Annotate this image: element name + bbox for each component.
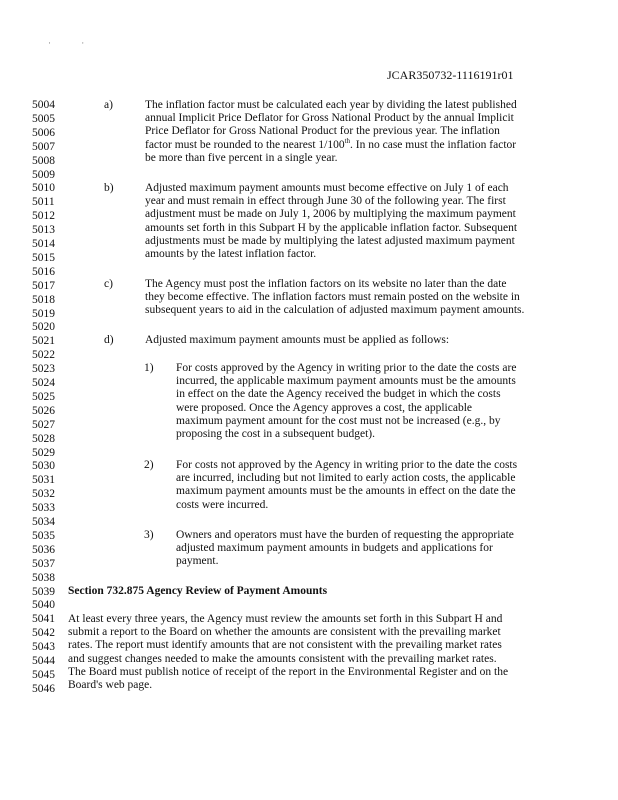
corner-marks: · · xyxy=(48,38,99,48)
text-line: amounts by the latest inflation factor. xyxy=(145,248,317,261)
item-d2-text xyxy=(176,459,517,512)
text-line: Board's web page. xyxy=(68,679,153,692)
text-line: Price Deflator for Gross National Product for the previous year. The inflation xyxy=(145,125,500,138)
line-number: 5011 xyxy=(32,196,55,209)
text-line: maximum payment amount for the cost must not be increased (e.g., by xyxy=(176,414,501,427)
text-line: are incurred, including but not limited to early action costs, the applicable xyxy=(176,472,516,485)
line-number: 5043 xyxy=(32,641,55,654)
line-number: 5035 xyxy=(32,529,55,542)
line-number: 5008 xyxy=(32,154,55,167)
line-number: 5014 xyxy=(32,238,55,250)
line-number: 5045 xyxy=(32,668,55,681)
line-number: 5013 xyxy=(32,224,55,237)
text-line: The Agency must post the inflation factors on its website no later than the date xyxy=(145,278,507,290)
text-line: Owners and operators must have the burden of requesting the appropriate xyxy=(176,529,514,541)
item-b-label: b) xyxy=(104,182,114,194)
text-line: proposing the cost in a subsequent budget). xyxy=(176,428,375,441)
text-line: The inflation factor must be calculated each year by dividing the latest published xyxy=(145,99,517,111)
item-a-text xyxy=(145,99,517,165)
line-number: 5042 xyxy=(32,627,55,640)
line-number: 5033 xyxy=(32,502,55,515)
text-line: year and must remain in effect through June 30 of the following year. The first xyxy=(145,195,506,208)
text-line: For costs not approved by the Agency in writing prior to the date the costs xyxy=(176,459,518,471)
line-number: 5018 xyxy=(32,293,55,306)
line-number: 5044 xyxy=(32,655,55,667)
item-d-label: d) xyxy=(104,334,114,346)
line-number: 5012 xyxy=(32,210,55,223)
line-number: 5037 xyxy=(32,557,55,570)
line-number: 5019 xyxy=(32,307,55,320)
text-line: and suggest changes needed to make the amounts consistent with the prevailing market rates. xyxy=(68,652,497,665)
item-d-text: Adjusted maximum payment amounts must be applied as follows: xyxy=(145,334,450,346)
text-line: in effect on the date the Agency received the budget in which the costs xyxy=(176,388,501,401)
line-number: 5040 xyxy=(32,599,55,612)
line-number: 5034 xyxy=(32,516,55,528)
line-number: 5004 xyxy=(32,99,55,111)
line-number: 5023 xyxy=(32,363,55,376)
line-number: 5016 xyxy=(32,265,55,278)
superscript: th xyxy=(344,136,351,145)
text-line: adjusted maximum payment amounts in budgets and applications for xyxy=(176,542,493,555)
text-line: rates. The report must identify amounts that are not consistent with the prevailing market rates xyxy=(68,639,502,652)
item-d3-label: 3) xyxy=(144,529,154,541)
text-line xyxy=(145,136,517,152)
item-c-text xyxy=(145,278,524,318)
section-paragraph xyxy=(68,613,508,692)
text-line: amounts set forth in this Subpart H by the applicable inflation factor. Subsequent xyxy=(145,221,518,234)
item-c-label: c) xyxy=(104,278,113,290)
line-number: 5030 xyxy=(32,460,55,473)
section-heading: Section 732.875 Agency Review of Payment Amounts xyxy=(68,585,328,597)
line-number: 5027 xyxy=(32,418,55,431)
text-line: For costs approved by the Agency in writing prior to the date the costs are xyxy=(176,362,517,374)
text-line: maximum payment amounts must be the amounts in effect on the date the xyxy=(176,485,516,498)
text-line: were proposed. Once the Agency approves a cost, the applicable xyxy=(176,401,473,414)
item-a-label: a) xyxy=(104,99,113,111)
line-number: 5017 xyxy=(32,279,55,292)
item-d2-label: 2) xyxy=(144,459,154,471)
document-id: JCAR350732-1116191r01 xyxy=(387,68,514,82)
line-number: 5009 xyxy=(32,168,55,181)
text-fragment: factor must be rounded to the nearest 1/100 xyxy=(145,138,345,151)
line-number: 5022 xyxy=(32,349,55,362)
item-d1-label: 1) xyxy=(144,362,154,374)
text-line: Adjusted maximum payment amounts must become effective on July 1 of each xyxy=(145,182,509,194)
line-number: 5031 xyxy=(32,474,55,487)
line-number: 5007 xyxy=(32,140,55,153)
text-line: adjustments must be made by multiplying the latest adjusted maximum payment xyxy=(145,234,515,247)
line-number: 5039 xyxy=(32,585,55,598)
item-d3-text xyxy=(176,529,514,569)
line-number: 5015 xyxy=(32,251,55,264)
line-number: 5024 xyxy=(32,377,55,389)
line-number: 5029 xyxy=(32,446,55,459)
text-line: incurred, the applicable maximum payment amounts must be the amounts xyxy=(176,375,516,388)
line-number: 5021 xyxy=(32,335,55,348)
line-number: 5041 xyxy=(32,613,55,626)
text-fragment: . In no case must the inflation factor xyxy=(350,138,517,151)
text-line: they become effective. The inflation factors must remain posted on the website in xyxy=(145,291,520,304)
line-number: 5032 xyxy=(32,488,55,501)
text-line: subsequent years to aid in the calculation of adjusted maximum payment amounts. xyxy=(145,304,525,317)
line-number: 5010 xyxy=(32,182,55,195)
line-number: 5005 xyxy=(32,112,55,125)
line-number: 5020 xyxy=(32,321,55,334)
line-number: 5025 xyxy=(32,390,55,403)
item-b-text xyxy=(145,182,517,261)
line-number: 5006 xyxy=(32,126,55,139)
line-number: 5046 xyxy=(32,682,55,695)
line-number: 5028 xyxy=(32,432,55,445)
item-d1-text xyxy=(176,362,516,441)
text-line: adjustment must be made on July 1, 2006 by multiplying the maximum payment xyxy=(145,208,516,221)
text-line: The Board must publish notice of receipt of the report in the Environmental Register and on the xyxy=(68,665,509,678)
text-line: submit a report to the Board on whether the amounts are consistent with the prevailing market xyxy=(68,626,501,639)
line-number: 5038 xyxy=(32,571,55,584)
line-number: 5026 xyxy=(32,404,55,417)
text-line: payment. xyxy=(176,555,219,568)
text-line: annual Implicit Price Deflator for Gross National Product by the annual Implicit xyxy=(145,112,514,125)
line-number: 5036 xyxy=(32,543,55,556)
text-line: At least every three years, the Agency must review the amounts set forth in this Subpart H and xyxy=(68,613,503,625)
text-line: be more than five percent in a single year. xyxy=(145,151,338,164)
text-line: costs were incurred. xyxy=(176,498,269,511)
